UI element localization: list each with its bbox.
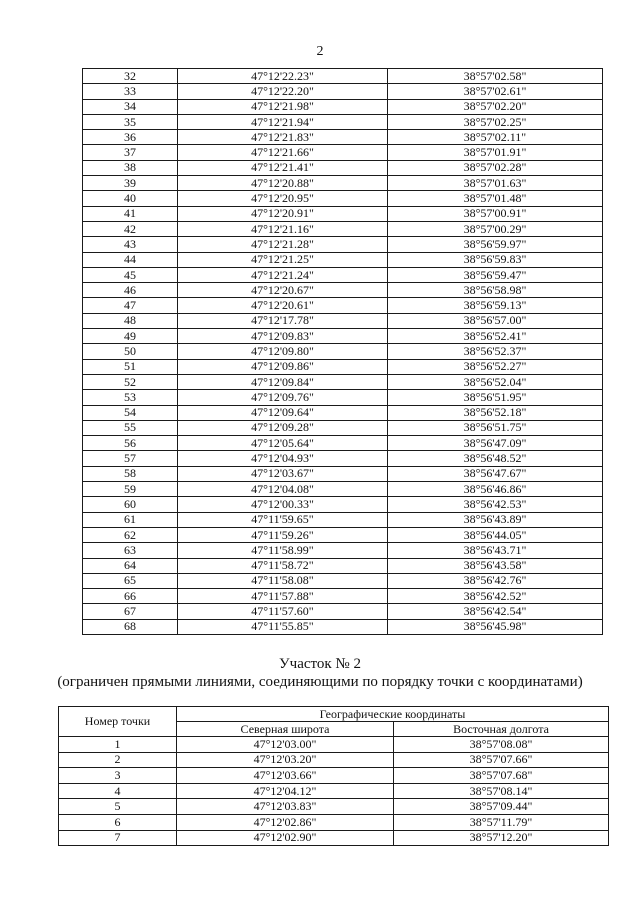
page-number: 2	[316, 44, 324, 59]
latitude-cell: 47°12'04.93"	[178, 451, 388, 466]
plot2-table-body	[59, 737, 609, 846]
table-row	[83, 145, 603, 160]
points-table-body	[83, 69, 603, 635]
table-row	[83, 512, 603, 527]
table-row	[83, 604, 603, 619]
longitude-cell: 38°56'52.04"	[388, 374, 603, 389]
longitude-cell: 38°56'48.52"	[388, 451, 603, 466]
longitude-cell: 38°56'59.47"	[388, 267, 603, 282]
longitude-cell: 38°57'01.91"	[388, 145, 603, 160]
point-number-cell: 36	[83, 130, 178, 145]
table-row	[83, 176, 603, 191]
points-table-continued	[82, 68, 603, 635]
point-number-cell: 39	[83, 176, 178, 191]
plot2-table-header	[59, 707, 609, 737]
latitude-cell: 47°12'02.90"	[177, 830, 394, 846]
latitude-cell: 47°12'21.98"	[178, 99, 388, 114]
point-number-cell: 37	[83, 145, 178, 160]
point-number-cell: 47	[83, 298, 178, 313]
table-row	[59, 783, 609, 799]
latitude-cell: 47°11'55.85"	[178, 619, 388, 634]
latitude-cell: 47°12'03.00"	[177, 737, 394, 753]
longitude-cell: 38°57'02.58"	[388, 69, 603, 84]
table-row	[83, 390, 603, 405]
table-row	[83, 69, 603, 84]
table-row	[59, 737, 609, 753]
longitude-cell: 38°56'42.54"	[388, 604, 603, 619]
table-row	[83, 527, 603, 542]
table-row	[83, 405, 603, 420]
longitude-cell: 38°57'01.48"	[388, 191, 603, 206]
latitude-cell: 47°12'20.61"	[178, 298, 388, 313]
point-number-cell: 58	[83, 466, 178, 481]
table-row	[83, 84, 603, 99]
longitude-cell: 38°57'11.79"	[394, 814, 609, 830]
longitude-cell: 38°56'52.18"	[388, 405, 603, 420]
header-east-longitude: Восточная долгота	[394, 722, 609, 737]
point-number-cell: 62	[83, 527, 178, 542]
longitude-cell: 38°56'52.37"	[388, 344, 603, 359]
longitude-cell: 38°56'58.98"	[388, 283, 603, 298]
longitude-cell: 38°57'02.28"	[388, 160, 603, 175]
latitude-cell: 47°12'21.25"	[178, 252, 388, 267]
latitude-cell: 47°12'21.66"	[178, 145, 388, 160]
point-number-cell: 52	[83, 374, 178, 389]
table-row	[83, 130, 603, 145]
latitude-cell: 47°12'21.94"	[178, 114, 388, 129]
latitude-cell: 47°12'09.86"	[178, 359, 388, 374]
longitude-cell: 38°56'43.71"	[388, 543, 603, 558]
point-number-cell: 48	[83, 313, 178, 328]
longitude-cell: 38°56'43.89"	[388, 512, 603, 527]
longitude-cell: 38°56'42.53"	[388, 497, 603, 512]
latitude-cell: 47°11'58.99"	[178, 543, 388, 558]
point-number-cell: 32	[83, 69, 178, 84]
point-number-cell: 51	[83, 359, 178, 374]
table-row	[83, 191, 603, 206]
longitude-cell: 38°57'12.20"	[394, 830, 609, 846]
longitude-cell: 38°56'59.97"	[388, 237, 603, 252]
point-number-cell: 35	[83, 114, 178, 129]
latitude-cell: 47°12'21.28"	[178, 237, 388, 252]
longitude-cell: 38°56'47.09"	[388, 436, 603, 451]
table-row	[83, 451, 603, 466]
latitude-cell: 47°12'02.86"	[177, 814, 394, 830]
latitude-cell: 47°12'20.91"	[178, 206, 388, 221]
longitude-cell: 38°56'51.75"	[388, 420, 603, 435]
point-number-cell: 33	[83, 84, 178, 99]
longitude-cell: 38°57'07.66"	[394, 752, 609, 768]
point-number-cell: 66	[83, 589, 178, 604]
point-number-cell: 38	[83, 160, 178, 175]
table-row	[59, 799, 609, 815]
longitude-cell: 38°56'57.00"	[388, 313, 603, 328]
table-row	[83, 237, 603, 252]
longitude-cell: 38°57'02.20"	[388, 99, 603, 114]
point-number-cell: 42	[83, 221, 178, 236]
longitude-cell: 38°56'59.83"	[388, 252, 603, 267]
table-row	[83, 283, 603, 298]
latitude-cell: 47°12'09.28"	[178, 420, 388, 435]
longitude-cell: 38°57'02.25"	[388, 114, 603, 129]
point-number-cell: 54	[83, 405, 178, 420]
point-number-cell: 50	[83, 344, 178, 359]
latitude-cell: 47°11'58.08"	[178, 573, 388, 588]
latitude-cell: 47°12'03.66"	[177, 768, 394, 784]
latitude-cell: 47°12'09.83"	[178, 329, 388, 344]
table-row	[83, 589, 603, 604]
table-row	[83, 114, 603, 129]
point-number-cell: 1	[59, 737, 177, 753]
point-number-cell: 5	[59, 799, 177, 815]
longitude-cell: 38°56'52.41"	[388, 329, 603, 344]
longitude-cell: 38°56'59.13"	[388, 298, 603, 313]
point-number-cell: 63	[83, 543, 178, 558]
longitude-cell: 38°56'42.76"	[388, 573, 603, 588]
table-row	[83, 420, 603, 435]
point-number-cell: 59	[83, 482, 178, 497]
point-number-cell: 2	[59, 752, 177, 768]
longitude-cell: 38°56'43.58"	[388, 558, 603, 573]
latitude-cell: 47°12'09.64"	[178, 405, 388, 420]
latitude-cell: 47°12'22.23"	[178, 69, 388, 84]
latitude-cell: 47°12'09.84"	[178, 374, 388, 389]
point-number-cell: 41	[83, 206, 178, 221]
latitude-cell: 47°12'05.64"	[178, 436, 388, 451]
table-row	[83, 313, 603, 328]
longitude-cell: 38°57'02.11"	[388, 130, 603, 145]
table-row	[59, 814, 609, 830]
longitude-cell: 38°56'45.98"	[388, 619, 603, 634]
header-north-latitude: Северная широта	[177, 722, 394, 737]
longitude-cell: 38°57'00.91"	[388, 206, 603, 221]
point-number-cell: 4	[59, 783, 177, 799]
point-number-cell: 55	[83, 420, 178, 435]
point-number-cell: 68	[83, 619, 178, 634]
point-number-cell: 67	[83, 604, 178, 619]
latitude-cell: 47°11'57.88"	[178, 589, 388, 604]
table-row	[59, 768, 609, 784]
latitude-cell: 47°12'21.83"	[178, 130, 388, 145]
table-row	[83, 329, 603, 344]
table-row	[59, 830, 609, 846]
table-row	[83, 558, 603, 573]
table-row	[83, 543, 603, 558]
latitude-cell: 47°12'20.95"	[178, 191, 388, 206]
longitude-cell: 38°57'01.63"	[388, 176, 603, 191]
latitude-cell: 47°12'21.24"	[178, 267, 388, 282]
table-row	[83, 573, 603, 588]
table-row	[83, 160, 603, 175]
longitude-cell: 38°56'44.05"	[388, 527, 603, 542]
longitude-cell: 38°57'00.29"	[388, 221, 603, 236]
latitude-cell: 47°12'20.67"	[178, 283, 388, 298]
longitude-cell: 38°57'09.44"	[394, 799, 609, 815]
longitude-cell: 38°57'08.08"	[394, 737, 609, 753]
longitude-cell: 38°56'47.67"	[388, 466, 603, 481]
latitude-cell: 47°11'58.72"	[178, 558, 388, 573]
table-row	[83, 374, 603, 389]
point-number-cell: 64	[83, 558, 178, 573]
point-number-cell: 7	[59, 830, 177, 846]
latitude-cell: 47°12'00.33"	[178, 497, 388, 512]
latitude-cell: 47°12'04.12"	[177, 783, 394, 799]
point-number-cell: 49	[83, 329, 178, 344]
point-number-cell: 65	[83, 573, 178, 588]
latitude-cell: 47°11'57.60"	[178, 604, 388, 619]
latitude-cell: 47°12'03.67"	[178, 466, 388, 481]
latitude-cell: 47°12'21.16"	[178, 221, 388, 236]
table-row	[83, 267, 603, 282]
longitude-cell: 38°57'07.68"	[394, 768, 609, 784]
point-number-cell: 6	[59, 814, 177, 830]
latitude-cell: 47°12'17.78"	[178, 313, 388, 328]
longitude-cell: 38°56'42.52"	[388, 589, 603, 604]
longitude-cell: 38°56'52.27"	[388, 359, 603, 374]
section-subtitle: (ограничен прямыми линиями, соединяющими по порядку точки с координатами)	[57, 674, 583, 690]
latitude-cell: 47°12'09.76"	[178, 390, 388, 405]
latitude-cell: 47°12'20.88"	[178, 176, 388, 191]
point-number-cell: 40	[83, 191, 178, 206]
table-row	[83, 298, 603, 313]
table-row	[83, 221, 603, 236]
table-row	[83, 497, 603, 512]
point-number-cell: 43	[83, 237, 178, 252]
latitude-cell: 47°12'04.08"	[178, 482, 388, 497]
table-row	[83, 619, 603, 634]
longitude-cell: 38°57'08.14"	[394, 783, 609, 799]
point-number-cell: 44	[83, 252, 178, 267]
latitude-cell: 47°11'59.65"	[178, 512, 388, 527]
point-number-cell: 3	[59, 768, 177, 784]
table-row	[83, 344, 603, 359]
latitude-cell: 47°12'22.20"	[178, 84, 388, 99]
longitude-cell: 38°56'51.95"	[388, 390, 603, 405]
longitude-cell: 38°57'02.61"	[388, 84, 603, 99]
point-number-cell: 45	[83, 267, 178, 282]
point-number-cell: 60	[83, 497, 178, 512]
table-row	[83, 482, 603, 497]
table-row	[59, 752, 609, 768]
table-row	[83, 436, 603, 451]
section-title: Участок № 2	[279, 656, 361, 672]
table-row	[83, 206, 603, 221]
latitude-cell: 47°12'03.83"	[177, 799, 394, 815]
table-row	[83, 466, 603, 481]
point-number-cell: 34	[83, 99, 178, 114]
latitude-cell: 47°12'03.20"	[177, 752, 394, 768]
table-row	[83, 99, 603, 114]
table-row	[83, 252, 603, 267]
point-number-cell: 61	[83, 512, 178, 527]
point-number-cell: 46	[83, 283, 178, 298]
point-number-cell: 53	[83, 390, 178, 405]
latitude-cell: 47°11'59.26"	[178, 527, 388, 542]
longitude-cell: 38°56'46.86"	[388, 482, 603, 497]
table-row	[83, 359, 603, 374]
header-geo-coordinates: Географические координаты	[177, 707, 609, 722]
header-point-number: Номер точки	[59, 707, 177, 737]
plot2-coordinates-table	[58, 706, 609, 846]
latitude-cell: 47°12'09.80"	[178, 344, 388, 359]
point-number-cell: 57	[83, 451, 178, 466]
point-number-cell: 56	[83, 436, 178, 451]
latitude-cell: 47°12'21.41"	[178, 160, 388, 175]
